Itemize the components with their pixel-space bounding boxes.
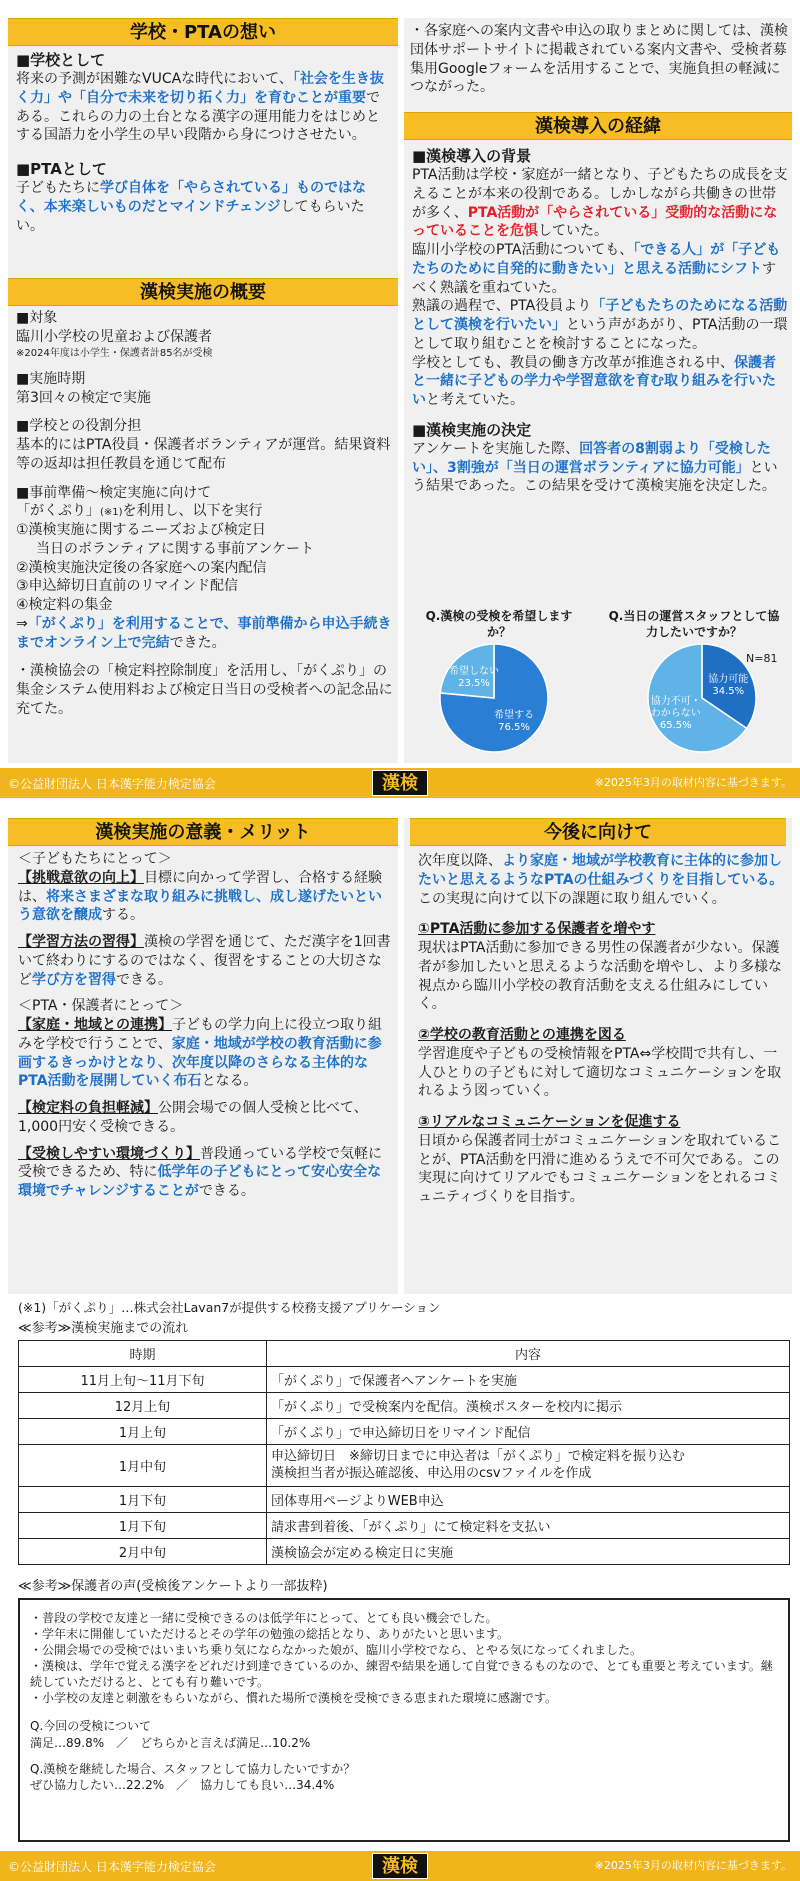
period-text: 第3回々の検定で実施	[16, 389, 151, 406]
school-heading: ■学校として	[16, 51, 106, 69]
content-cell: 「がくぷり」で保護者へアンケートを実施	[267, 1367, 790, 1393]
target-heading: ■対象	[16, 310, 58, 326]
section-title-future: 今後に向けて	[410, 818, 786, 846]
highlight: 学び自体を「やらされている」ものではなく、本来楽しいものだとマインドチェンジ	[16, 180, 366, 215]
merit-4	[18, 1099, 392, 1137]
children-heading: ＜子どもたちにとって＞	[18, 851, 172, 867]
red-highlight: PTA活動が「やらされている」受動的な活動になっていることを危惧	[412, 204, 778, 240]
kanken-logo: 漢検	[372, 1853, 428, 1879]
chart-2-title: Q.当日の運営スタッフとして協力したいですか？	[608, 609, 780, 640]
period-cell: 11月上旬～11月下旬	[19, 1367, 267, 1393]
future-intro	[418, 852, 784, 908]
merit-label: 【検定料の負担軽減】	[18, 1100, 158, 1116]
highlight: 「がくぷり」を利用することで、事前準備から申込手続きまでオンライン上で完結	[16, 615, 392, 651]
survey-q2: Q.漢検を継続した場合、スタッフとして協力したいですか？	[30, 1761, 356, 1776]
prep-result	[16, 615, 394, 653]
text: できる。	[116, 971, 172, 988]
text: 公開会場での個人受検と比べて、1,000円安く受検できる。	[18, 1100, 368, 1135]
prep-heading: ■事前準備～検定実施に向けて	[16, 484, 212, 501]
highlight: より家庭・地域が学校教育に主体的に参加したいと思えるようなPTAの仕組みづくりを目指している。	[418, 853, 784, 888]
chart-n-label: N=81	[746, 652, 778, 665]
table-row	[19, 1538, 790, 1564]
period-cell: 2月中旬	[19, 1538, 267, 1564]
period-cell: 1月下旬	[19, 1486, 267, 1512]
footer-top	[0, 768, 800, 798]
voice-item: ・普段の学校で友達と一緒に受検できるのは低学年にとって、とても良い機会でした。	[30, 1611, 498, 1625]
table-row	[19, 1419, 790, 1445]
highlight: 家庭・地域が学校の教育活動に参画するきっかけとなり、次年度以降のさらなる主体的なPTA活動を展開していく布石	[18, 1035, 382, 1090]
text: アンケートを実施した際、	[412, 440, 580, 457]
footer-note: ※2025年3月の取材内容に基づきます。	[594, 776, 792, 789]
merit-label: 【受検しやすい環境づくり】	[18, 1145, 200, 1162]
kanken-logo: 漢検	[372, 770, 428, 796]
merits-body	[18, 850, 392, 1201]
survey-a2: ぜひ協力したい…22.2% ／ 協力しても良い…34.4%	[30, 1777, 335, 1792]
step-4: ④検定料の集金	[16, 597, 113, 614]
text: していた。	[538, 223, 608, 240]
text: 普段通っている学校で気軽に受検できるため、特に	[18, 1145, 382, 1181]
content-cell	[267, 1445, 790, 1487]
background-body	[412, 146, 788, 496]
voice-item: ・漢検は、学年で覚える漢字をどれだけ到達できているのか、練習や結果を通して自覚できるものなので、とても重要と考えています。継続していただけると、とても有り難いです。	[30, 1659, 773, 1690]
period-cell: 1月下旬	[19, 1512, 267, 1538]
merit-label: 【挑戦意欲の向上】	[18, 869, 144, 886]
text: 子どもの学力向上に役立つ取り組みを学校で行うことで、	[18, 1017, 382, 1052]
text: という結果であった。この結果を受けて漢検実施を決定した。	[412, 459, 778, 495]
text: 子どもたちに	[16, 180, 100, 197]
footer-org: ©公益財団法人 日本漢字能力検定協会	[8, 1860, 216, 1874]
flow-title: ≪参考≫漢検実施までの流れ	[18, 1321, 189, 1336]
col-period: 時期	[19, 1341, 267, 1367]
pie-chart-1	[432, 640, 556, 756]
bg-para-3	[412, 297, 788, 353]
section-title-merits: 漢検実施の意義・メリット	[8, 818, 398, 846]
section-title-background: 漢検導入の経緯	[404, 112, 792, 140]
pie-label-1: 協力可能 34.5%	[708, 674, 749, 698]
pie-label-2: 協力不可・わからない 65.5%	[650, 695, 701, 731]
period-heading: ■実施時期	[16, 370, 86, 387]
content-cell: 「がくぷり」で受検案内を配信。漢検ポスターを校内に掲示	[267, 1393, 790, 1419]
pie-label-2: 希望しない 23.5%	[449, 666, 500, 690]
table-row	[19, 1367, 790, 1393]
section-title-overview: 漢検実施の概要	[8, 278, 398, 306]
flow-table	[18, 1340, 790, 1565]
highlight: 保護者と一緒に子どもの学力や学習意欲を育む取り組みを行いたい	[412, 354, 776, 409]
period-cell: 1月中旬	[19, 1445, 267, 1487]
text: となる。	[201, 1073, 258, 1090]
content-cell: 請求書到着後、「がくぷり」にて検定料を支払い	[267, 1512, 790, 1538]
merit-3	[18, 1016, 392, 1091]
survey-a1: 満足…89.8% ／ どちらかと言えば満足…10.2%	[30, 1735, 311, 1750]
text: という声があがり、PTA活動の一環として取り組むことを検討することになった。	[412, 317, 788, 352]
footer-org: ©公益財団法人 日本漢字能力検定協会	[8, 777, 216, 791]
pie-label-1: 希望する 76.5%	[493, 709, 534, 733]
table-header-row	[19, 1341, 790, 1367]
text: 臨川小学校のPTA活動についても、	[412, 242, 634, 259]
plan-3-text: 日頃から保護者同士がコミュニケーションを取れていることが、PTA活動を円滑に進めるうえで不可欠である。この実現に向けてリアルでもコミュニケーションをとれるコミュニティづくりを目指す。	[418, 1132, 782, 1205]
school-pta-body	[16, 50, 392, 235]
highlight: 低学年の子どもにとって安心安全な環境でチャレンジすることが	[18, 1164, 382, 1199]
text: 将来の予測が困難なVUCAな時代において、	[16, 71, 293, 88]
step-2: ②漢検実施決定後の各家庭への案内配信	[16, 559, 267, 576]
survey-q1: Q.今回の受検について	[30, 1719, 152, 1734]
target-text: 臨川小学校の児童および保護者	[16, 328, 212, 345]
text: と考えていた。	[426, 392, 524, 409]
target-note: ※2024年度は小学生・保護者計85名が受検	[16, 347, 213, 359]
bg-para-4	[412, 354, 788, 410]
footer-bottom	[0, 1851, 800, 1881]
plan-1-text: 現状はPTA活動に参加できる男性の保護者が少ない。保護者が参加したいと思えるような活動を増やし、より多様な視点から臨川小学校の教育活動を支える仕組みにしていく。	[418, 940, 782, 1013]
future-body	[418, 852, 784, 1207]
text: 目標に向かって学習し、合格する経験は、	[18, 869, 382, 905]
bg-para-1	[412, 166, 788, 241]
footnote-ref: (※1)	[100, 507, 123, 519]
merit-label: 【家庭・地域との連携】	[18, 1017, 172, 1033]
voice-item: ・学年末に開催していただけるとその学年の勉強の総括となり、ありがたいと思います。	[30, 1627, 510, 1642]
voices-title: ≪参考≫保護者の声(受検後アンケートより一部抜粋)	[18, 1579, 328, 1594]
bg-para-2	[412, 241, 788, 297]
pie-chart-2	[640, 640, 764, 756]
pta-heading: ■PTAとして	[16, 160, 107, 179]
voices-box	[18, 1598, 790, 1842]
merit-label: 【学習方法の習得】	[18, 934, 144, 950]
text: PTA活動は学校・家庭が一緒となり、子どもたちの成長を支えることが本来の役割である。しかしながら共働きの世帯が多く、	[412, 167, 788, 221]
content-cell: 団体専用ページよりWEB申込	[267, 1486, 790, 1512]
bg-heading: ■漢検導入の背景	[412, 147, 532, 165]
section-title-school-pta: 学校・PTAの想い	[8, 18, 398, 46]
pta-paragraph	[16, 179, 392, 235]
text: 学校としても、教員の働き方改革が推進される中、	[412, 354, 734, 371]
fee-text: ・漢検協会の「検定料控除制度」を活用し、「がくぷり」の集金システム使用料および検定日当日の受検者への記念品に充てた。	[16, 663, 393, 717]
step-1: ①漢検実施に関するニーズおよび検定日	[16, 522, 266, 539]
role-text: 基本的にはPTA役員・保護者ボランティアが運営。結果資料等の返却は担任教員を通じて配布	[16, 437, 391, 472]
content-line: 申込締切日 ※締切日までに申込者は「がくぷり」で検定料を振り込む	[271, 1449, 685, 1464]
col-content: 内容	[267, 1341, 790, 1367]
text: すべく熟議を重ねていた。	[412, 260, 776, 296]
arrow: ⇒	[16, 615, 28, 632]
table-row	[19, 1445, 790, 1487]
table-row	[19, 1393, 790, 1419]
text: してもらいたい。	[16, 198, 365, 234]
voice-item: ・小学校の友達と刺激をもらいながら、慣れた場所で漢検を受検できる恵まれた環境に感謝です。	[30, 1691, 558, 1706]
highlight: 「社会を生き抜く力」や「自分で未来を切り拓く力」を育むことが重要	[16, 71, 384, 106]
text: 次年度以降、	[418, 853, 502, 869]
footer-note: ※2025年3月の取材内容に基づきます。	[594, 1859, 792, 1872]
highlight: 学び方を習得	[32, 971, 116, 988]
text: を利用し、以下を実行	[122, 503, 263, 520]
merit-1	[18, 869, 392, 925]
plan-3-heading: ③リアルなコミュニケーションを促進する	[418, 1114, 681, 1130]
role-heading: ■学校との役割分担	[16, 418, 142, 435]
text: 「がくぷり」	[16, 503, 100, 520]
highlight: 「できる人」が「子どもたちのために自発的に動きたい」と思える活動にシフト	[412, 242, 781, 277]
content-cell: 漢検協会が定める検定日に実施	[267, 1538, 790, 1564]
footnote-gakupuri: (※1)「がくぷり」…株式会社Lavan7が提供する校務支援アプリケーション	[18, 1300, 441, 1315]
highlight: 回答者の8割弱より「受検したい」、3割強が「当日の運営ボランティアに協力可能」	[412, 440, 771, 476]
school-paragraph	[16, 70, 392, 145]
plan-2-text: 学習進度や子どもの受検情報をPTA⇔学校間で共有し、一人ひとりの子どもに対して適切なコミュニケーションを取れるよう図っていく。	[418, 1045, 782, 1100]
merit-2	[18, 933, 392, 989]
period-cell: 1月上旬	[19, 1419, 267, 1445]
content-line: 漢検担当者が振込確認後、申込用のcsvファイルを作成	[271, 1466, 592, 1482]
chart-1-title: Q.漢検の受検を希望しますか？	[425, 609, 573, 640]
pta-parents-heading: ＜PTA・保護者にとって＞	[18, 998, 184, 1015]
table-row	[19, 1486, 790, 1512]
period-cell: 12月上旬	[19, 1393, 267, 1419]
step-1-cont: 当日のボランティアに関する事前アンケート	[36, 540, 315, 557]
prep-intro	[16, 502, 394, 521]
text: 熟議の過程で、PTA役員より	[412, 298, 592, 315]
step-3: ③申込締切日直前のリマインド配信	[16, 578, 238, 595]
decision-heading: ■漢検実施の決定	[412, 420, 532, 439]
table-row	[19, 1512, 790, 1538]
content-cell: 「がくぷり」で申込締切日をリマインド配信	[267, 1419, 790, 1445]
voice-item: ・公開会場での受検ではいまいち乗り気にならなかった娘が、臨川小学校でなら、とやる気になってくれました。	[30, 1643, 643, 1658]
highlight: 将来さまざまな取り組みに挑戦し、成し遂げたいという意欲を醸成	[18, 888, 382, 924]
overview-body	[16, 309, 394, 719]
text: この実現に向けて以下の課題に取り組んでいく。	[418, 890, 726, 907]
text: できる。	[198, 1183, 255, 1199]
text: である。これらの力の土台となる漢字の運用能力をはじめとする国語力を小学生の早い段階から身につけさせたい。	[16, 89, 380, 144]
support-site-text: ・各家庭への案内文書や申込の取りまとめに関しては、漢検団体サポートサイトに掲載されている案内文書や、受検者募集用Googleフォームを活用することで、実施負担の軽減につながった。	[410, 23, 788, 96]
merit-5	[18, 1145, 392, 1201]
decision-para	[412, 440, 788, 496]
plan-2-heading: ②学校の教育活動との連携を図る	[418, 1027, 626, 1043]
text: する。	[102, 907, 144, 924]
text: 漢検の学習を通じて、ただ漢字を1回書いて終わりにするのではなく、復習をすることの大切さなど	[18, 934, 391, 988]
plan-1-heading: ①PTA活動に参加する保護者を増やす	[418, 921, 656, 938]
highlight: 「子どもたちのためになる活動として漢検を行いたい」	[412, 298, 788, 334]
text: できた。	[169, 634, 226, 651]
